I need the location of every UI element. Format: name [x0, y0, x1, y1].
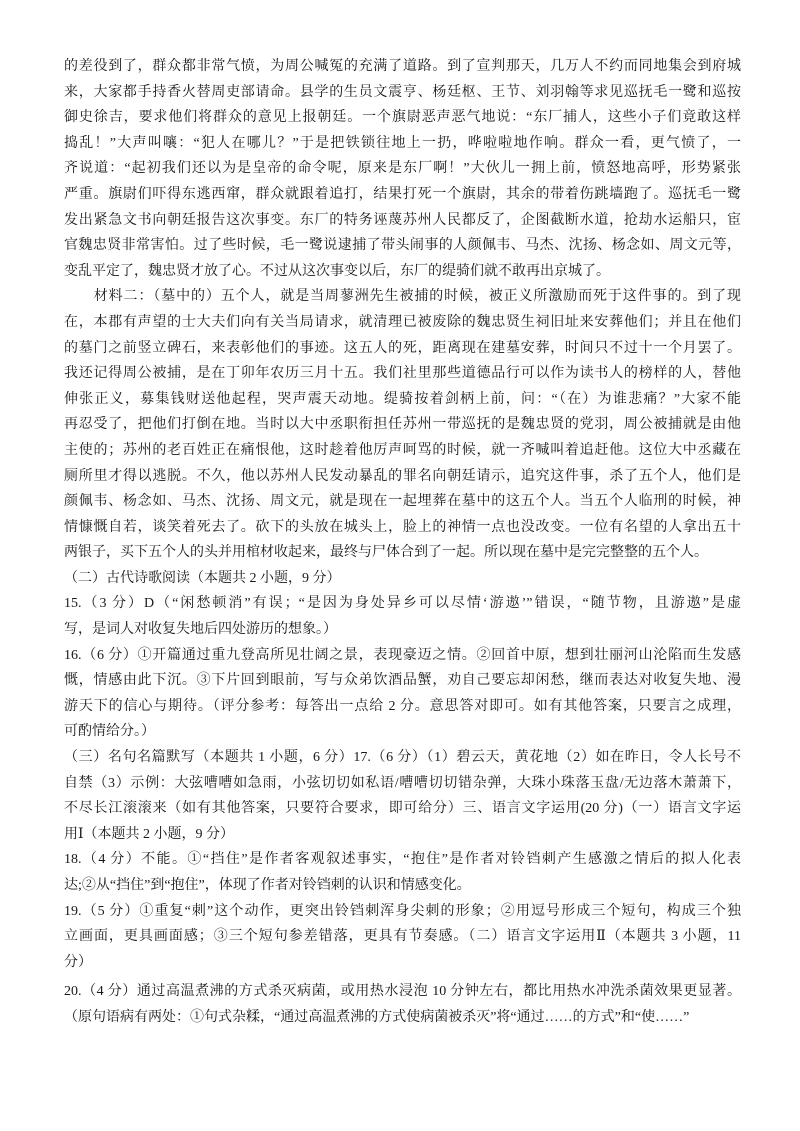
text-line: 立画面，更具画面感；③三个短句参差错落，更具有节奏感。（二）语言文字运用Ⅱ（本题共 3 小题，11 [64, 929, 741, 945]
text-line: 达;②从“挡住”到“抱住”，体现了作者对铃铛刺的认识和情感变化。 [64, 878, 471, 893]
text-line: 发出紧急文书向朝廷报告这次事变。东厂的特务诬蔑苏州人民都反了，企图截断水道，抢劫水运船只，宦 [64, 212, 741, 228]
text-line: 两银子，买下五个人的头并用棺材收起来，最终与尸体合到了一起。所以现在墓中是完完整整的五个人。 [64, 545, 708, 561]
text-line: 的差役到了，群众都非常气愤，为周公喊冤的充满了道路。到了宣判那天，几万人不约而同地集会到府城 [64, 59, 741, 74]
text-line: 颜佩韦、杨念如、马杰、沈扬、周文元，就是现在一起埋葬在墓中的这五个人。当五个人临刑的时候，神 [64, 494, 741, 510]
text-line: 主使的；苏州的老百姓正在痛恨他，这时趁着他厉声呵骂的时候，就一齐喊叫着追赶他。这位大中丞藏在 [64, 442, 741, 458]
text-line: 游天下的信心与期待。（评分参考：每答出一点给 2 分。意思答对即可。如有其他答案，只要言之成理， [64, 698, 741, 714]
text-line: 19.（5 分）①重复“刺”这个动作，更突出铃铛刺浑身尖刺的形象；②用逗号形成三个短句，构成三个独 [64, 903, 741, 919]
text-line: 用Ⅰ（本题共 2 小题，9 分） [64, 826, 235, 842]
text-line: 捣乱！”大声叫嚷：“犯人在哪儿？”于是把铁锁往地上一扔，哗啦啦地作响。群众一看，更气愤了，一 [64, 135, 741, 151]
text-line: 情慷慨自若，谈笑着死去了。砍下的头放在城头上，脸上的神情一点也没改变。一位有名望的人拿出五十 [64, 519, 741, 535]
answer-19 [64, 899, 741, 976]
text-line: 16.（6 分）①开篇通过重九登高所见壮阔之景，表现豪迈之情。②回首中原，想到壮丽河山沦陷而生发感 [64, 647, 741, 663]
text-line: 不尽长江滚滚来（如有其他答案，只要符合要求，即可给分）三、语言文字运用(20 分)（一）语言文字运 [64, 801, 741, 817]
text-line: 齐说道：“起初我们还以为是皇帝的命令呢，原来是东厂啊！”大伙儿一拥上前，愤怒地高呼，形势紧张 [64, 161, 741, 177]
text-line: 的墓门之前竖立碑石，来表彰他们的事迹。这五人的死，距离现在建墓安葬，时间只不过十一个月罢了。 [64, 340, 741, 356]
text-line: （原句语病有两处：①句式杂糅，“通过高温煮沸的方式使病菌被杀灭”将“通过……的方式”和“使……” [64, 1009, 690, 1025]
text-line: 慨，情感由此下沉。③下片回到眼前，写与众弟饮酒品蟹，劝自己要忘却闲愁，继而表达对收复失地、漫 [64, 673, 741, 689]
text-line: （二）古代诗歌阅读（本题共 2 小题，9 分） [64, 570, 341, 586]
text-line: 分） [64, 954, 92, 970]
text-line: 御史徐吉，要求他们将群众的意见上报朝廷。一个旗尉恶声恶气地说：“东厂捕人，这些小子们竟敢这样 [64, 110, 741, 126]
text-line: 再忍受了，把他们打倒在地。当时以大中丞职衔担任苏州一带巡抚的是魏忠贤的党羽，周公被捕就是由他 [64, 417, 741, 433]
text-line: 严重。旗尉们吓得东逃西窜，群众就跟着追打，结果打死一个旗尉，其余的带着伤跳墙跑了。巡抚毛一鹭 [64, 186, 741, 202]
text-line: 官魏忠贤非常害怕。过了些时候，毛一鹭说逮捕了带头闹事的人颜佩韦、马杰、沈扬、杨念如、周文元等， [64, 238, 741, 254]
text-line: 写，是词人对收复失地后四处游历的想象。） [64, 622, 337, 638]
answer-18 [64, 847, 741, 898]
text-line: 厕所里才得以逃脱。不久，他以苏州人民发动暴乱的罪名向朝廷请示，追究这件事，杀了五个人，他们是 [64, 468, 741, 484]
answer-20 [64, 979, 741, 1030]
material-two-translation [64, 284, 741, 566]
text-line: 材料二：（墓中的）五个人，就是当周蓼洲先生被捕的时候，被正义所激励而死于这件事的。到了现 [64, 289, 741, 305]
section-heading-dictation-and-answer-17 [64, 745, 741, 847]
text-line: 可酌情给分。） [64, 724, 155, 740]
text-line: 在，本郡有声望的士大夫们向有关当局请求，就清理已被废除的魏忠贤生祠旧址来安葬他们；并且在他们 [64, 314, 741, 330]
answer-16 [64, 643, 741, 745]
document-body [64, 54, 741, 1031]
text-line: 伸张正义，募集钱财送他起程，哭声震天动地。缇骑按着剑柄上前，问：“（在）为谁悲痛？”大家不能 [64, 391, 741, 407]
text-line: 我还记得周公被捕，是在丁卯年农历三月十五。我们社里那些道德品行可以作为读书人的榜样的人，替他 [64, 366, 741, 382]
text-line: 18.（4 分）不能。①“挡住”是作者客观叙述事实，“抱住”是作者对铃铛刺产生感激之情后的拟人化表 [64, 852, 741, 868]
text-line: 自禁（3）示例：大弦嘈嘈如急雨，小弦切切如私语/嘈嘈切切错杂弹，大珠小珠落玉盘/无边落木萧萧下， [64, 775, 741, 791]
answer-15 [64, 591, 741, 642]
text-line: 20.（4 分）通过高温煮沸的方式杀灭病菌，或用热水浸泡 10 分钟左右，都比用热水冲洗杀菌效果更显著。 [64, 984, 741, 1000]
section-heading-poetry-reading [64, 566, 741, 592]
material-one-translation-continuation [64, 54, 741, 284]
text-line: 变乱平定了，魏忠贤才放了心。不过从这次事变以后，东厂的缇骑们就不敢再出京城了。 [64, 263, 610, 279]
text-line: 来，大家都手持香火替周吏部请命。县学的生员文震亨、杨廷枢、王节、刘羽翰等求见巡抚毛一鹭和巡按 [64, 84, 741, 100]
text-line: 15.（3 分）D（“闲愁顿消”有误；“是因为身处异乡可以尽情‘游遨’”错误，“随节物，且游遨”是虚 [64, 596, 741, 612]
text-line: （三）名句名篇默写（本题共 1 小题，6 分）17.（6 分）（1）碧云天，黄花地（2）如在昨日，令人长号不 [64, 750, 741, 766]
